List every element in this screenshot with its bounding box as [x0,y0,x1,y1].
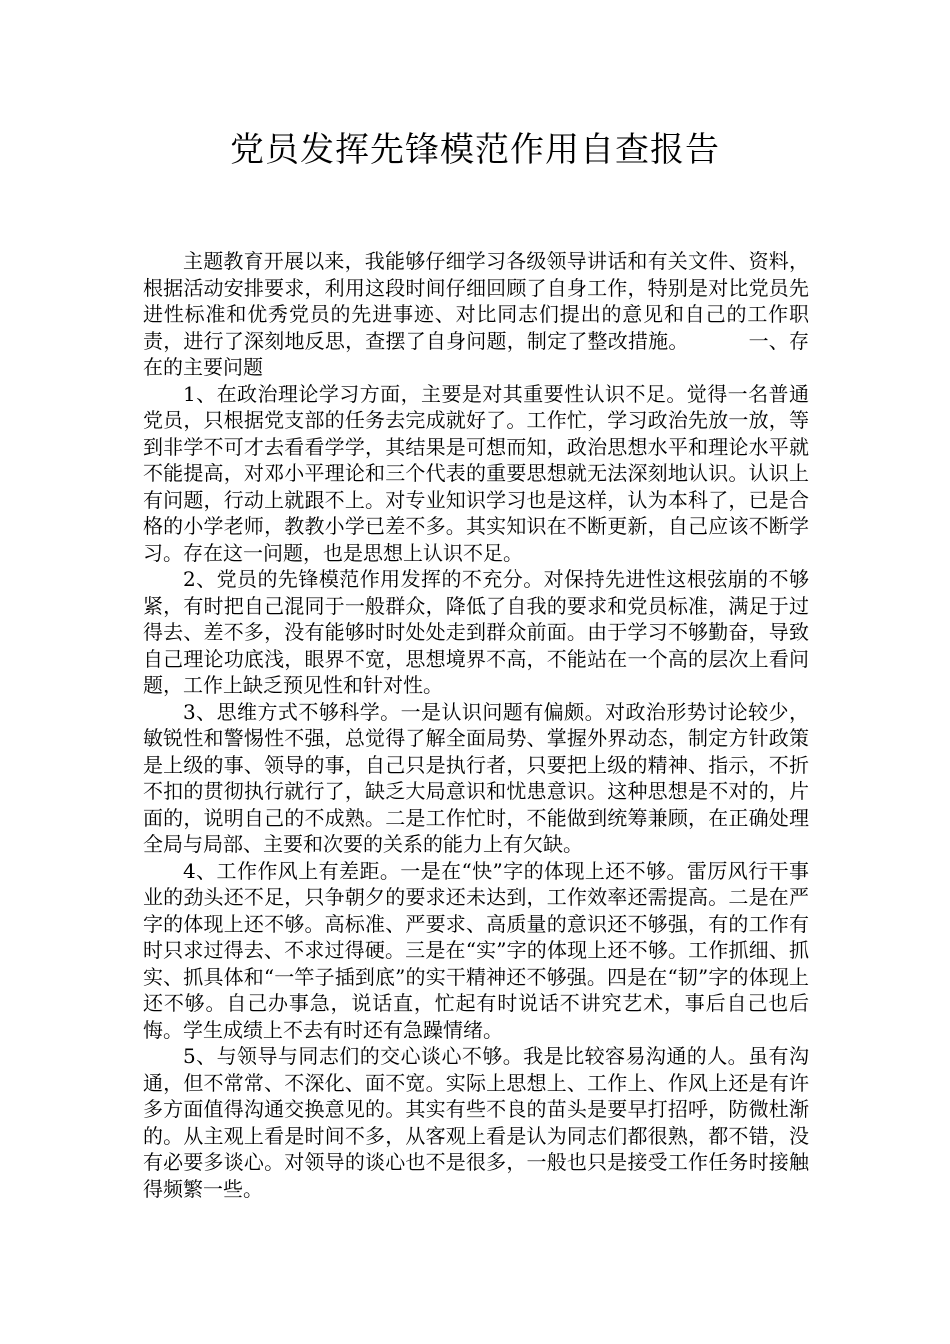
paragraph-2: 2、党员的先锋模范作用发挥的不充分。对保持先进性这根弦崩的不够紧，有时把自己混同于一般群众，降低了自我的要求和党员标准，满足于过得去、差不多，没有能够时时处处走到群众前面。由于学习不够勤奋，导致自己理论功底浅，眼界不宽，思想境界不高，不能站在一个高的层次上看问题，工作上缺乏预见性和针对性。 [143,567,809,697]
document-body [143,248,809,1202]
section-heading: 一、存在的主要问题 [143,328,810,379]
paragraph-1: 1、在政治理论学习方面，主要是对其重要性认识不足。觉得一名普通党员，只根据党支部的任务去完成就好了。工作忙，学习政治先放一放，等到非学不可才去看看学学，其结果是可想而知，政治思想水平和理论水平就不能提高，对邓小平理论和三个代表的重要思想就无法深刻地认识。认识上有问题，行动上就跟不上。对专业知识学习也是这样，认为本科了，已是合格的小学老师，教教小学已差不多。其实知识在不断更新，自己应该不断学习。存在这一问题，也是思想上认识不足。 [143,381,809,565]
intro-paragraph [143,248,809,381]
paragraph-3: 3、思维方式不够科学。一是认识问题有偏颇。对政治形势讨论较少，敏锐性和警惕性不强，总觉得了解全面局势、掌握外界动态，制定方针政策是上级的事、领导的事，自己只是执行者，只要把上级的精神、指示，不折不扣的贯彻执行就行了，缺乏大局意识和忧患意识。这种思想是不对的，片面的，说明自己的不成熟。二是工作忙时，不能做到统筹兼顾，在正确处理全局与局部、主要和次要的关系的能力上有欠缺。 [143,699,809,856]
document-title: 党员发挥先锋模范作用自查报告 [230,130,720,170]
intro-text: 主题教育开展以来，我能够仔细学习各级领导讲话和有关文件、资料，根据活动安排要求，利用这段时间仔细回顾了自身工作，特别是对比党员先进性标准和优秀党员的先进事迹、对比同志们提出的意见和自己的工作职责，进行了深刻地反思，查摆了自身问题，制定了整改措施。 [143,249,809,353]
paragraph-4: 4、工作作风上有差距。一是在“快”字的体现上还不够。雷厉风行干事业的劲头还不足，只争朝夕的要求还未达到，工作效率还需提高。二是在严字的体现上还不够。高标准、严要求、高质量的意识还不够强，有的工作有时只求过得去、不求过得硬。三是在“实”字的体现上还不够。工作抓细、抓实、抓具体和“一竿子插到底”的实干精神还不够强。四是在“韧”字的体现上还不够。自己办事急，说话直，忙起有时说话不讲究艺术，事后自己也后悔。学生成绩上不去有时还有急躁情绪。 [143,858,809,1042]
paragraph-5: 5、与领导与同志们的交心谈心不够。我是比较容易沟通的人。虽有沟通，但不常常、不深化、面不宽。实际上思想上、工作上、作风上还是有许多方面值得沟通交换意见的。其实有些不良的苗头是要早打招呼，防微杜渐的。从主观上看是时间不多，从客观上看是认为同志们都很熟，都不错，没有必要多谈心。对领导的谈心也不是很多，一般也只是接受工作任务时接触得频繁一些。 [143,1044,809,1201]
